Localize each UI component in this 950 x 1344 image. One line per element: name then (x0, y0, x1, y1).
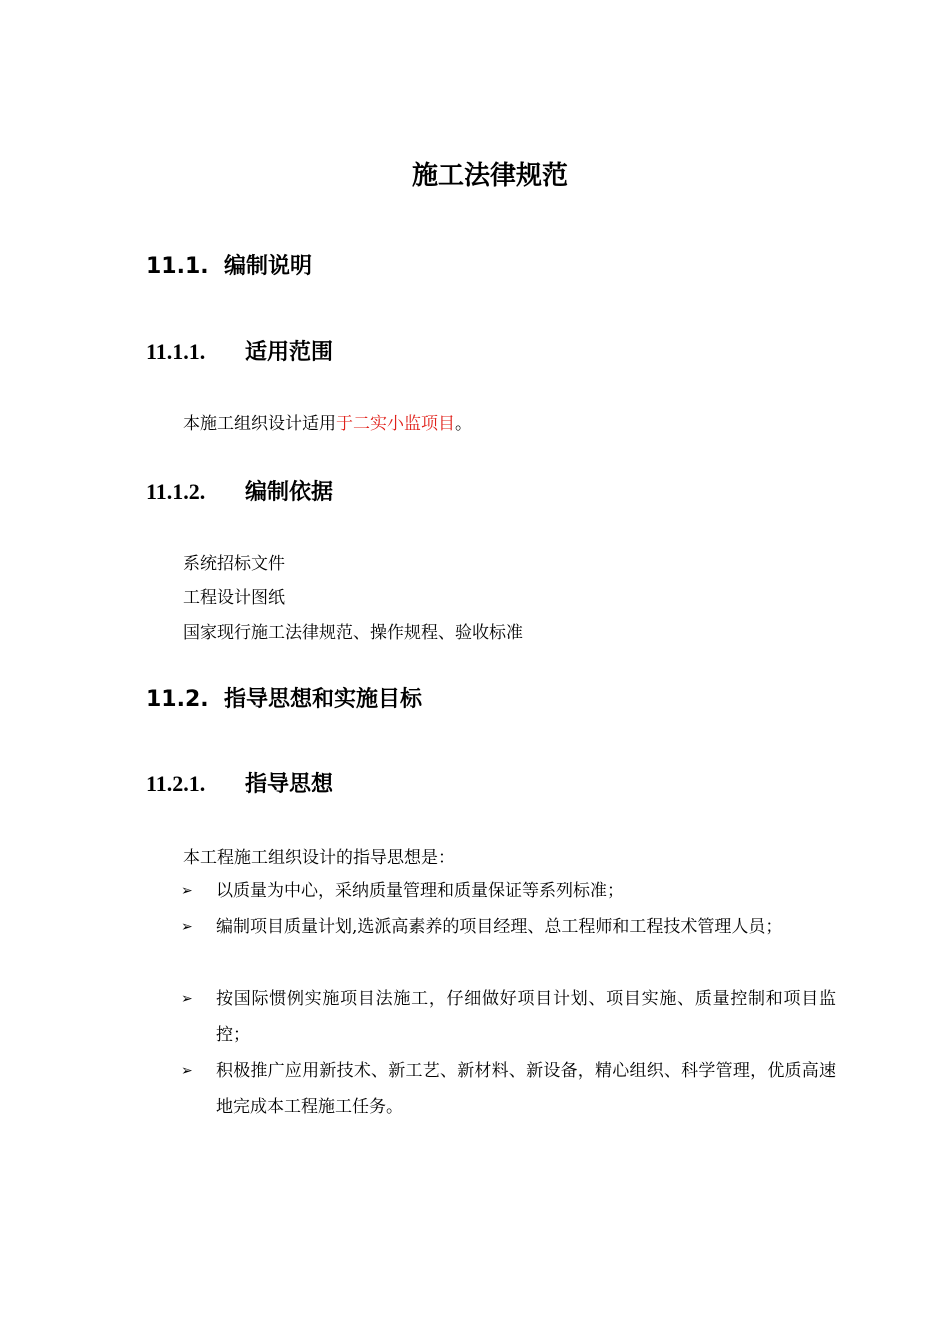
scope-paragraph (183, 412, 472, 436)
section-number: 11.1.2. (146, 479, 206, 504)
section-title: 编制依据 (245, 480, 334, 505)
guiding-intro: 本工程施工组织设计的指导思想是： (183, 848, 455, 868)
section-number: 11.2. (146, 687, 209, 712)
arrowhead-bullet-icon: ➢ (181, 991, 193, 1007)
heading-section-11-2-1 (146, 769, 333, 800)
section-title: 指导思想 (245, 772, 334, 797)
section-number: 11.1. (146, 254, 209, 279)
heading-section-11-2 (146, 685, 422, 715)
section-title: 编制说明 (223, 254, 312, 279)
heading-section-11-1-1 (146, 337, 333, 368)
section-title: 适用范围 (245, 340, 334, 365)
scope-highlight-text: 于二实小监项目 (336, 414, 455, 434)
arrowhead-bullet-icon: ➢ (181, 1063, 193, 1079)
arrowhead-bullet-icon: ➢ (181, 883, 193, 899)
list-item-text: 编制项目质量计划,选派高素养的项目经理、总工程师和工程技术管理人员； (216, 917, 783, 937)
scope-text-before: 本施工组织设计适用 (183, 414, 336, 434)
arrowhead-bullet-icon: ➢ (181, 919, 193, 935)
list-item-text: 以质量为中心，采纳质量管理和质量保证等系列标准； (216, 881, 624, 901)
heading-section-11-1-2 (146, 477, 333, 508)
basis-line: 系统招标文件 (183, 554, 285, 574)
heading-section-11-1 (146, 252, 312, 282)
basis-line: 工程设计图纸 (183, 588, 285, 608)
scope-text-after: 。 (455, 414, 472, 434)
document-title: 施工法律规范 (411, 161, 568, 191)
section-number: 11.2.1. (146, 771, 206, 796)
list-item-text: 积极推广应用新技术、新工艺、新材料、新设备，精心组织、科学管理，优质高速地完成本工程施工任务。 (216, 1061, 836, 1117)
section-number: 11.1.1. (146, 339, 206, 364)
section-title: 指导思想和实施目标 (223, 687, 422, 712)
basis-line: 国家现行施工法律规范、操作规程、验收标准 (183, 623, 523, 643)
list-item-text: 按国际惯例实施项目法施工，仔细做好项目计划、项目实施、质量控制和项目监控； (216, 989, 836, 1045)
